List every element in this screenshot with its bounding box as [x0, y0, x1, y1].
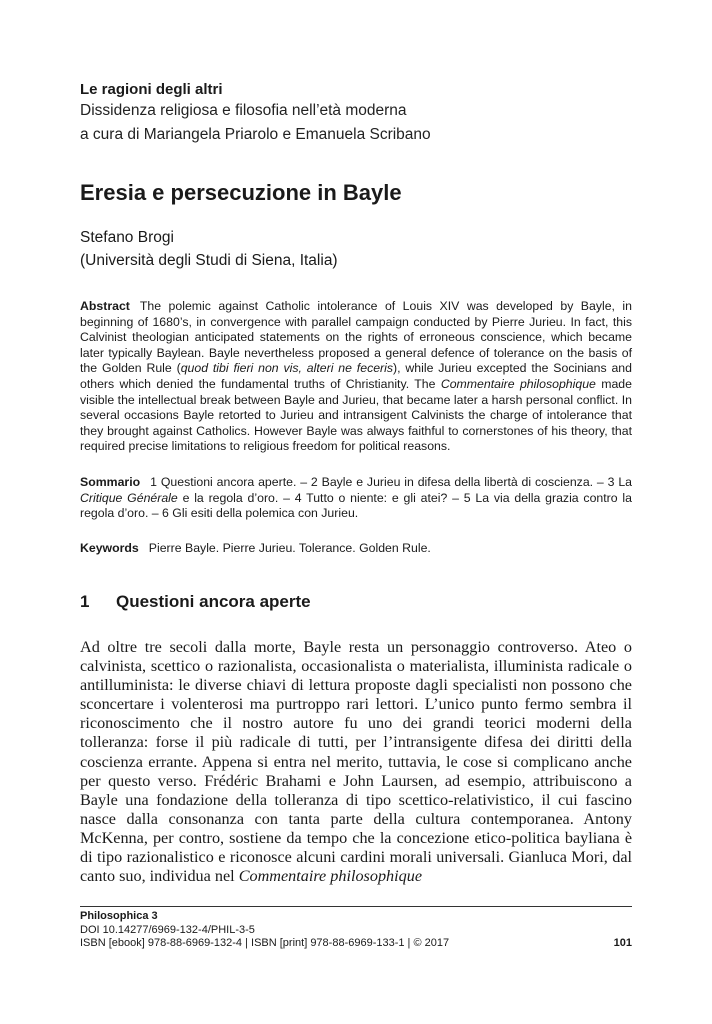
sommario [80, 475, 632, 522]
sommario-italic-1: Critique Générale [80, 490, 178, 505]
journal-name: Philosophica 3 [80, 910, 158, 922]
abstract-text-3: made visible the intellectual break between Bayle and Jurieu, that became later a harsh personal conflict. In several occasions Bayle retorted to Jurieu and intransigent Calvinists the charge of intolerance that they brought against Catholics. However Bayle was always faithful to cornerstones of his theory, that required precise limitations to religious freedom for political reasons. [80, 376, 632, 454]
body-text-1: Ad oltre tre secoli dalla morte, Bayle resta un personaggio controverso. Ateo o calvinista, scettico o razionalista, occasionalista o materialista, illuminista radicale o antilluminista: le diverse chiavi di lettura proposte dagli specialisti non possono che sconcertare i volenterosi ma purtroppo rari lettori. L’unico punto fermo sembra il riconoscimento che il nostro autore fu uno dei grandi teorici moderni della tolleranza: forse il più radicale di tutti, per l’intransigente difesa dei diritti della coscienza errante. Appena si entra nel merito, tuttavia, le cose si complicano anche per questo verso. Frédéric Brahami e John Laursen, ad esempio, attribuiscono a Bayle una fondazione della tolleranza di tipo scettico-relativistico, il cui fascino nasce dalla consonanza con tanta parte della cultura contemporanea. Antony McKenna, per contro, sostiene da tempo che la concezione etico-politica bayliana è di tipo razionalistico e riconosce alcuni cardini morali universali. Gianluca Mori, dal canto suo, individua nel [80, 638, 632, 886]
doi: DOI 10.14277/6969-132-4/PHIL-3-5 [80, 923, 255, 936]
body-italic-1: Commentaire philosophique [238, 867, 422, 886]
abstract [80, 299, 632, 455]
book-subtitle: Dissidenza religiosa e filosofia nell’età moderna [80, 102, 407, 119]
abstract-text-1: The polemic against Catholic intolerance of Louis XIV was developed by Bayle, in beginning of 1680’s, in convergence with parallel campaign conducted by Pierre Jurieu. In fact, this Calvinist theologian anticipated statements on the rights of erroneous conscience, which became later typically Baylean. Bayle nevertheless proposed a general defence of tolerance on the basis of the Golden Rule ( [80, 299, 632, 376]
page-footer [80, 910, 632, 951]
abstract-italic-1: quod tibi fieri non vis, alteri ne feceris [180, 361, 394, 376]
footer-divider [80, 906, 632, 907]
keywords-label: Keywords [80, 541, 139, 555]
isbn: ISBN [ebook] 978-88-6969-132-4 | ISBN [print] 978-88-6969-133-1 | © 2017 [80, 937, 450, 949]
sommario-label: Sommario [80, 475, 141, 489]
body-paragraph [80, 638, 632, 886]
section-title: Questioni ancora aperte [116, 592, 311, 611]
sommario-text-2: e la regola d’oro. – 4 Tutto o niente: e gli atei? – 5 La via della grazia contro la regola d’oro. – 6 Gli esiti della polemica con Jurieu. [80, 490, 632, 521]
sommario-text-1: 1 Questioni ancora aperte. – 2 Bayle e Jurieu in difesa della libertà di coscienza. – 3 La [150, 475, 632, 489]
section-heading [80, 592, 311, 612]
keywords-text: Pierre Bayle. Pierre Jurieu. Tolerance. Golden Rule. [148, 541, 431, 555]
abstract-text-2: ), while Jurieu excepted the Socinians and others which denied the fundamental truths of Christianity. The [80, 361, 632, 391]
section-number: 1 [80, 592, 90, 611]
author-block [80, 226, 338, 272]
book-header [80, 80, 640, 147]
page-number: 101 [613, 937, 632, 949]
abstract-italic-2: Commentaire philosophique [440, 376, 596, 391]
book-editors: a cura di Mariangela Priarolo e Emanuela Scribano [80, 126, 431, 143]
series-title: Le ragioni degli altri [80, 81, 223, 98]
abstract-label: Abstract [80, 299, 130, 313]
keywords [80, 541, 632, 557]
author-name: Stefano Brogi [80, 229, 174, 246]
article-title: Eresia e persecuzione in Bayle [80, 180, 402, 205]
author-affiliation: (Università degli Studi di Siena, Italia) [80, 252, 338, 269]
